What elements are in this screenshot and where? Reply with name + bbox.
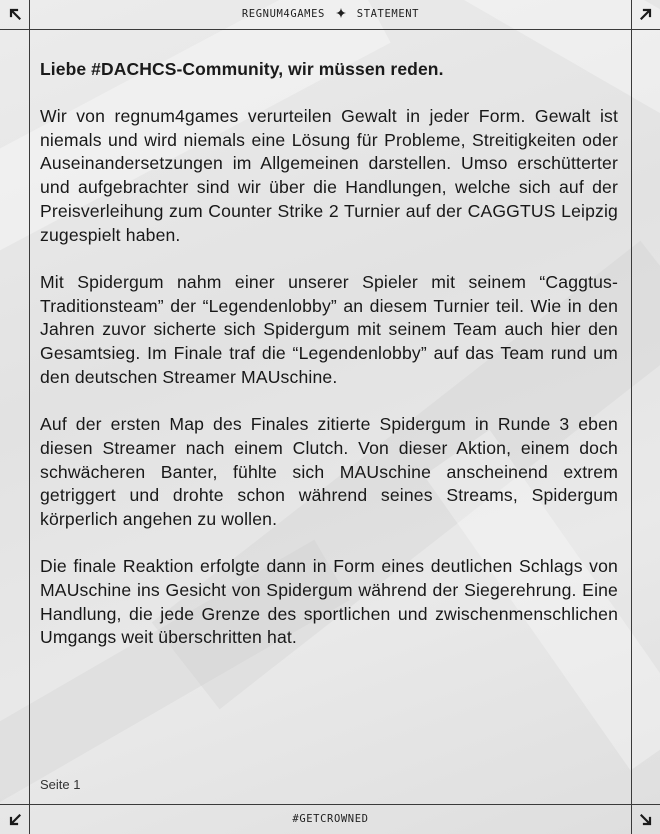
frame-right-line [631,0,632,834]
header-brand: REGNUM4GAMES [241,8,325,20]
paragraph: Auf der ersten Map des Finales zitierte Spidergum in Runde 3 eben diesen Streamer nach einem Clutch. Von dieser Aktion, einem doch schwächeren Banter, fühlte sich MAUschine anscheinend extrem getriggert und drohte schon während seines Streams, Spidergum körperlich angehen zu wollen. [40,414,618,529]
four-point-star-icon [336,8,346,20]
header-section: STATEMENT [356,8,420,20]
frame-left-line [29,0,30,834]
paragraph: Die finale Reaktion erfolgte dann in Form eines deutlichen Schlags von MAUschine ins Gesicht von Spidergum während der Siegerehrung. Eine Handlung, die jede Grenze des sportlichen und zwischenmenschlichen Umgangs weit überschritten hat. [40,556,618,648]
paragraph: Mit Spidergum nahm einer unserer Spieler mit seinem “Caggtus-Traditionsteam” der “Legendenlobby” an diesem Turnier teil. Wie in den Jahren zuvor sicherte sich Spidergum mit seinem Team auch hier den Gesamtsieg. Im Finale traf die “Legendenlobby” auf das Team rund um den deutschen Streamer MAUschine. [40,271,618,387]
statement-body [40,57,618,674]
frame-bottom-line [0,804,660,805]
frame-top-line [0,29,660,30]
paragraph: Wir von regnum4games verurteilen Gewalt in jeder Form. Gewalt ist niemals und wird niemals eine Lösung für Probleme, Streitigkeiten oder Auseinandersetzungen im Allgemeinen darstellen. Umso erschütterter und aufgebrachter sind wir über die Handlungen, welche sich auf der Preisverleihung zum Counter Strike 2 Turnier auf der CAGGTUS Leipzig zugespielt haben. [40,106,618,245]
statement-heading: Liebe #DACHCS-Community, wir müssen reden. [40,59,444,79]
header-title [30,8,631,20]
arrow-down-right-icon [637,811,655,829]
arrow-down-left-icon [6,811,24,829]
page-number: Seite 1 [40,777,81,792]
arrow-up-left-icon [6,5,24,23]
arrow-up-right-icon [637,5,655,23]
footer-hashtag: #GETCROWNED [292,813,369,825]
